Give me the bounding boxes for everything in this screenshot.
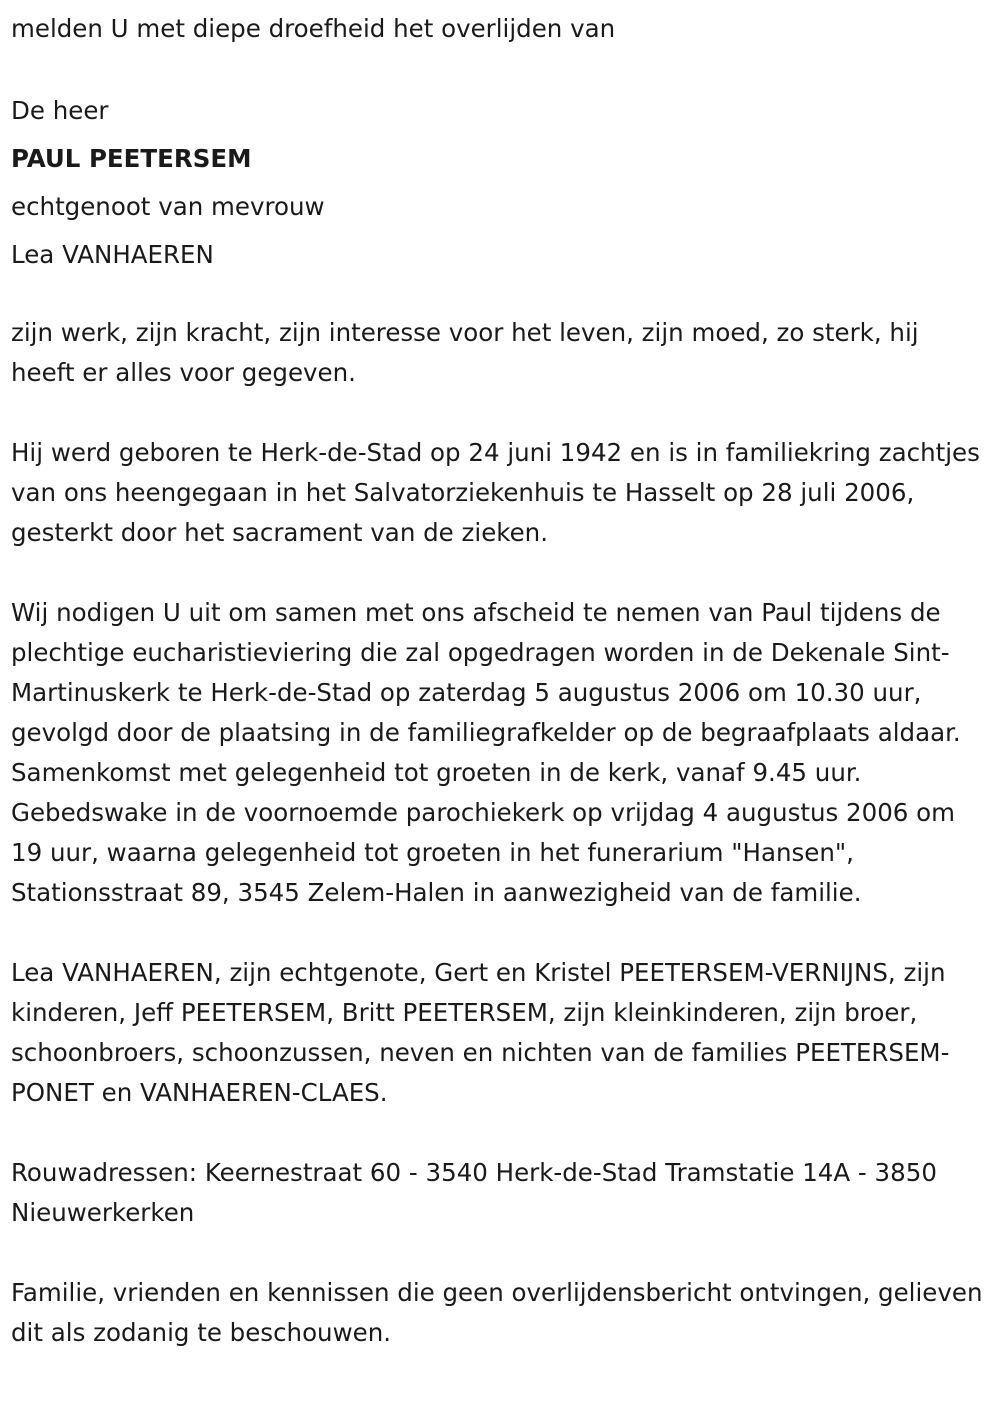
spacer <box>11 279 988 313</box>
deceased-name: PAUL PEETERSEM <box>11 144 252 173</box>
spacer <box>11 913 988 953</box>
tribute-paragraph: zijn werk, zijn kracht, zijn interesse voor het leven, zijn moed, zo sterk, hij heeft er alles voor gegeven. <box>11 318 919 387</box>
spacer <box>11 1113 988 1153</box>
spouse-intro: echtgenoot van mevrouw <box>11 192 325 221</box>
spacer <box>11 553 988 593</box>
salutation: De heer <box>11 96 109 125</box>
closing-paragraph: Familie, vrienden en kennissen die geen overlijdensbericht ontvingen, gelieven dit als zodanig te beschouwen. <box>11 1278 983 1347</box>
spacer <box>11 393 988 433</box>
spouse-name: Lea VANHAEREN <box>11 240 214 269</box>
ceremony-paragraph: Wij nodigen U uit om samen met ons afscheid te nemen van Paul tijdens de plechtige eucharistieviering die zal opgedragen worden in de Dekenale Sint-Martinuskerk te Herk-de-Stad op zaterdag 5 augustus 2006 om 10.30 uur, gevolgd door de plaatsing in de familiegrafkelder op de begraafplaats aldaar. Samenkomst met gelegenheid tot groeten in de kerk, vanaf 9.45 uur. Gebedswake in de voornoemde parochiekerk op vrijdag 4 augustus 2006 om 19 uur, waarna gelegenheid tot groeten in het funerarium "Hansen", Stationsstraat 89, 3545 Zelem-Halen in aanwezigheid van de familie. <box>11 598 961 907</box>
family-paragraph: Lea VANHAEREN, zijn echtgenote, Gert en Kristel PEETERSEM-VERNIJNS, zijn kinderen, Jeff PEETERSEM, Britt PEETERSEM, zijn kleinkinderen, zijn broer, schoonbroers, schoonzussen, neven en nichten van de families PEETERSEM-PONET en VANHAEREN-CLAES. <box>11 958 950 1107</box>
addresses-paragraph: Rouwadressen: Keernestraat 60 - 3540 Herk-de-Stad Tramstatie 14A - 3850 Nieuwerkerken <box>11 1158 937 1227</box>
birth-death-paragraph: Hij werd geboren te Herk-de-Stad op 24 juni 1942 en is in familiekring zachtjes van ons heengegaan in het Salvatorziekenhuis te Hasselt op 28 juli 2006, gesterkt door het sacrament van de zieken. <box>11 438 980 547</box>
intro-line: melden U met diepe droefheid het overlijden van <box>11 14 616 43</box>
spacer <box>11 53 988 87</box>
spacer <box>11 1233 988 1273</box>
